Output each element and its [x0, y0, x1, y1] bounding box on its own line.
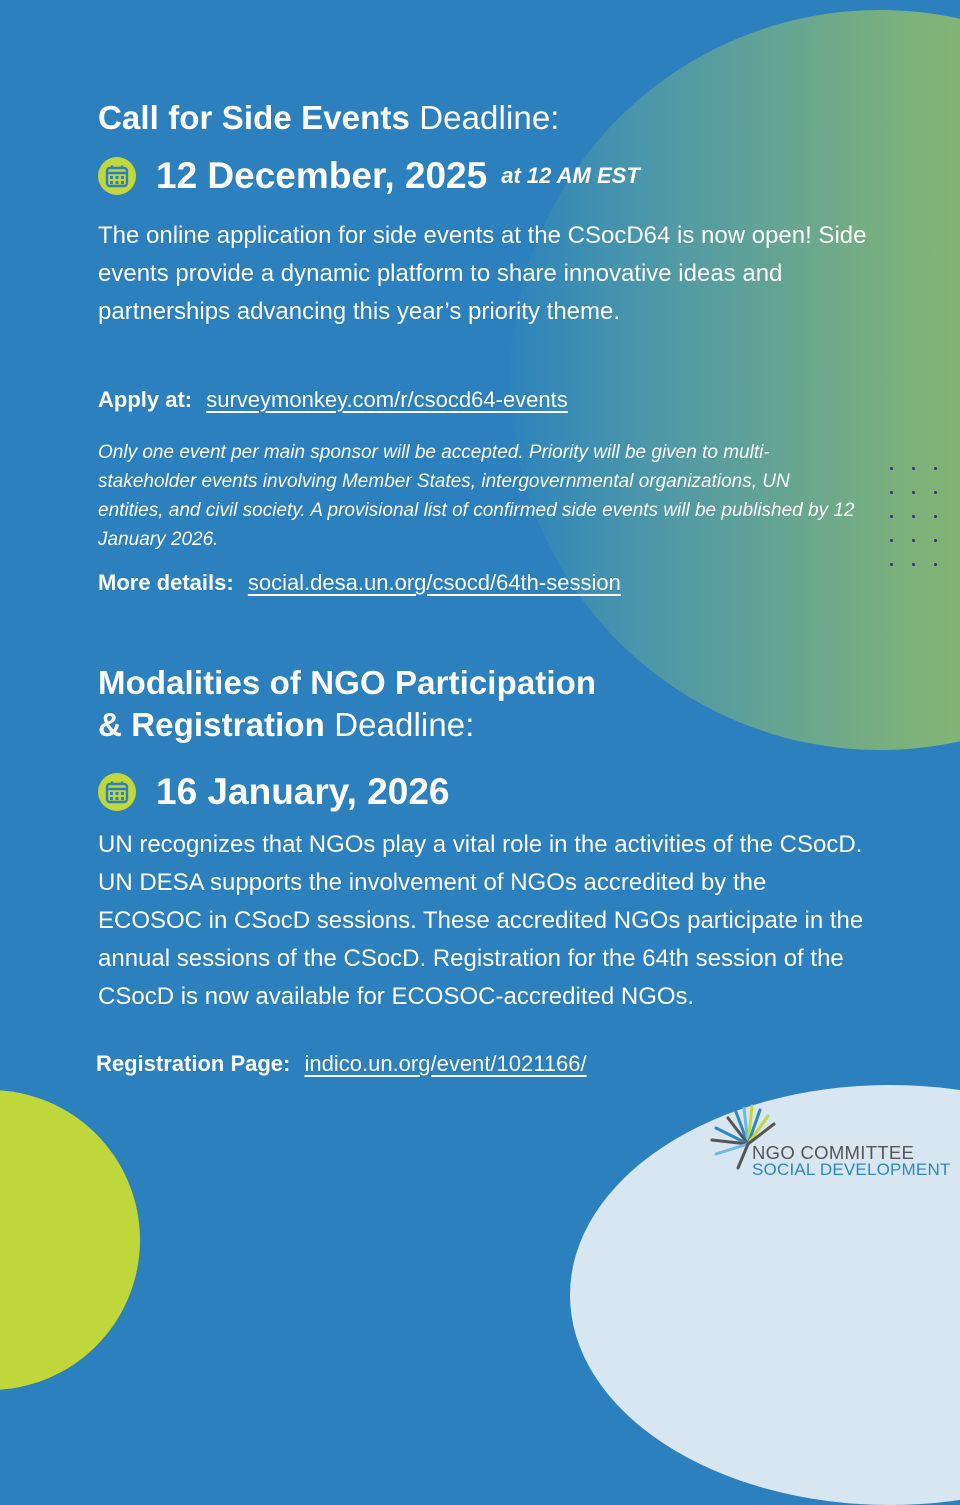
- apply-row: [98, 387, 568, 413]
- side-events-heading-bold: Call for Side Events: [98, 99, 410, 136]
- logo-line1: NGO COMMITTEE: [752, 1142, 915, 1163]
- ngo-heading-line2-bold: & Registration: [98, 706, 325, 743]
- side-events-note: Only one event per main sponsor will be accepted. Priority will be given to multi-stakeholder events involving Member States, intergovernmental organizations, UN entities, and civil society. A provisional list of confirmed side events will be published by 12 January 2026.: [98, 442, 855, 550]
- more-details-label: More details:: [98, 570, 234, 595]
- side-events-heading: [98, 97, 560, 139]
- side-events-date-row: [98, 155, 640, 197]
- calendar-icon: [98, 157, 136, 195]
- ngo-registration-heading: [98, 662, 596, 746]
- ngo-deadline-date: 16 January, 2026: [156, 771, 450, 812]
- apply-label: Apply at:: [98, 387, 193, 412]
- more-details-row: [98, 570, 621, 596]
- ngo-deadline-label: Deadline:: [334, 706, 475, 743]
- side-events-deadline-time: at 12 AM EST: [501, 163, 640, 188]
- registration-row: [96, 1051, 587, 1077]
- logo-line2: SOCIAL DEVELOPMENT: [752, 1160, 951, 1179]
- registration-label: Registration Page:: [96, 1051, 291, 1076]
- calendar-icon: [98, 773, 136, 811]
- side-events-deadline-date: 12 December, 2025: [156, 155, 488, 196]
- registration-link[interactable]: indico.un.org/event/1021166/: [304, 1051, 587, 1076]
- more-details-link[interactable]: social.desa.un.org/csocd/64th-session: [247, 570, 621, 595]
- ngo-description: UN recognizes that NGOs play a vital role in the activities of the CSocD. UN DESA supports the involvement of NGOs accredited by the ECOSOC in CSocD sessions. These accredited NGOs participate in the annual sessions of the CSocD. Registration for the 64th session of the CSocD is now available for ECOSOC-accredited NGOs.: [98, 831, 864, 1010]
- side-events-description: The online application for side events at the CSocD64 is now open! Side events provide a dynamic platform to share innovative ideas and partnerships advancing this year’s priority theme.: [98, 222, 867, 325]
- ngo-date-row: [98, 771, 449, 813]
- apply-link[interactable]: surveymonkey.com/r/csocd64-events: [206, 387, 568, 412]
- deadline-label: Deadline:: [419, 99, 560, 136]
- ngo-heading-line1: Modalities of NGO Participation: [98, 664, 597, 701]
